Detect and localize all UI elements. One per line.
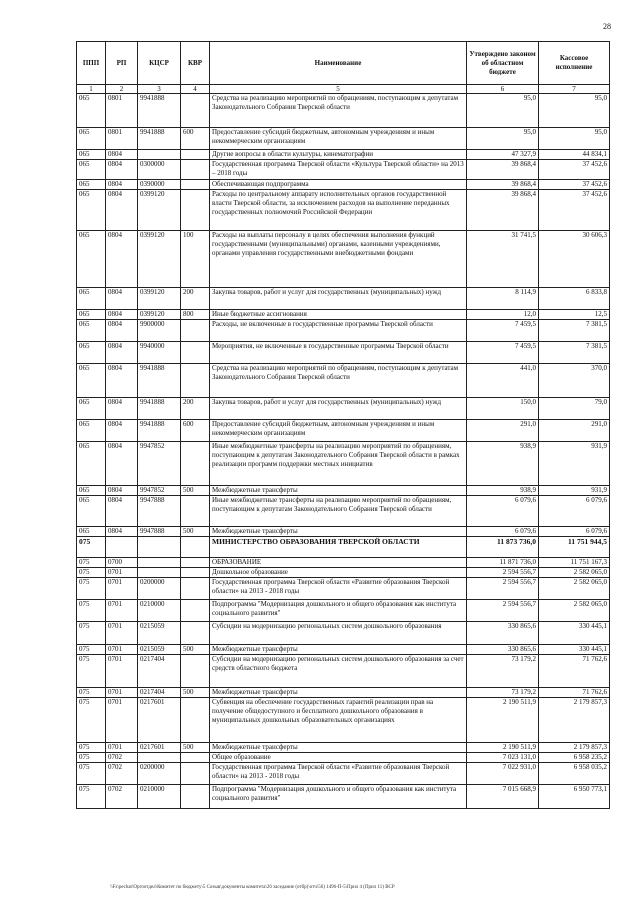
cell-cash: 95,0 [539,128,610,150]
page-number: 28 [603,22,611,31]
cell-ppp: 075 [77,753,106,763]
cell-cash: 37 452,6 [539,190,610,231]
cell-kcsr: 9940000 [138,342,181,364]
col-kcsr-header: КЦСР [138,42,181,85]
table-row [77,150,610,160]
cell-rp: 0804 [106,527,138,537]
cell-kcsr [138,753,181,763]
cell-kvr: 600 [181,128,210,150]
cell-name: Подпрограмма "Модернизация дошкольного и общего образования как института социального развития" [210,600,467,622]
cell-rp: 0804 [106,160,138,180]
cell-kcsr [138,150,181,160]
cell-rp: 0701 [106,622,138,645]
cell-rp: 0804 [106,496,138,527]
cell-kcsr: 0215059 [138,622,181,645]
cell-kcsr: 0210000 [138,785,181,809]
cell-kvr [181,496,210,527]
cell-ppp: 075 [77,698,106,743]
cell-approved: 47 327,9 [467,150,539,160]
cell-ppp: 075 [77,645,106,655]
cell-approved: 441,0 [467,364,539,398]
cell-ppp: 065 [77,486,106,496]
cell-kvr: 500 [181,645,210,655]
table-row [77,655,610,688]
cell-kcsr: 9941888 [138,94,181,128]
cell-rp: 0804 [106,190,138,231]
cell-approved: 2 190 511,9 [467,743,539,753]
table-row [77,190,610,231]
cell-kcsr: 9900000 [138,320,181,342]
cell-name: Расходы, не включенные в государственные программы Тверской области [210,320,467,342]
table-row [77,527,610,537]
table-row [77,420,610,442]
cell-ppp: 065 [77,150,106,160]
col-ppp-header: ППП [77,42,106,85]
cell-cash: 11 751 167,3 [539,558,610,568]
cell-approved: 330 865,6 [467,622,539,645]
cell-rp: 0801 [106,128,138,150]
cell-kcsr: 9947888 [138,527,181,537]
cell-rp: 0701 [106,698,138,743]
cell-kvr: 600 [181,420,210,442]
table-row [77,442,610,486]
table-row [77,128,610,150]
index-cell: 1 [77,85,106,94]
cell-cash: 7 381,5 [539,342,610,364]
table-row [77,288,610,310]
cell-name: Межбюджетные трансферты [210,645,467,655]
cell-name: Субсидии на модернизацию региональных систем дошкольного образования за счет средств областного бюджета [210,655,467,688]
table-row [77,398,610,420]
cell-rp: 0804 [106,310,138,320]
cell-rp: 0804 [106,342,138,364]
cell-cash: 2 179 857,3 [539,698,610,743]
cell-ppp: 075 [77,622,106,645]
cell-name: Расходы по центральному аппарату исполнительных органов государственной власти Тверской области, за исключением расходов на выполнение переданных государственных полномочий Российской Федерации [210,190,467,231]
table-row [77,698,610,743]
cell-ppp: 065 [77,94,106,128]
cell-kvr [181,698,210,743]
cell-approved: 938,9 [467,442,539,486]
cell-approved: 39 868,4 [467,180,539,190]
col-name-header: Наименование [210,42,467,85]
cell-approved: 7 023 131,0 [467,753,539,763]
cell-kcsr: 0399120 [138,288,181,310]
cell-cash: 6 958 035,2 [539,763,610,785]
cell-approved: 7 022 931,0 [467,763,539,785]
cell-ppp: 065 [77,420,106,442]
index-cell: 3 [138,85,181,94]
cell-kcsr: 0217601 [138,698,181,743]
cell-cash: 931,9 [539,442,610,486]
cell-cash: 370,0 [539,364,610,398]
cell-name: Государственная программа Тверской области «Развитие образования Тверской области» на 2013 - 2018 годы [210,763,467,785]
cell-ppp: 065 [77,180,106,190]
col-cash-header: Кассовое исполнение [539,42,610,85]
cell-approved: 330 865,6 [467,645,539,655]
cell-approved: 7 459,5 [467,320,539,342]
cell-cash: 79,0 [539,398,610,420]
cell-kvr: 100 [181,231,210,288]
table-row [77,753,610,763]
index-cell: 4 [181,85,210,94]
table-body [77,94,610,809]
cell-ppp: 075 [77,600,106,622]
cell-name: Общее образование [210,753,467,763]
cell-ppp: 065 [77,364,106,398]
table-row [77,558,610,568]
cell-cash: 330 445,1 [539,622,610,645]
cell-kvr [181,558,210,568]
cell-ppp: 065 [77,190,106,231]
cell-cash: 44 834,1 [539,150,610,160]
table-row [77,568,610,578]
cell-name: Другие вопросы в области культуры, кинематографии [210,150,467,160]
cell-kcsr [138,537,181,558]
cell-rp: 0804 [106,420,138,442]
cell-kvr [181,320,210,342]
cell-kcsr: 0210000 [138,600,181,622]
cell-kvr [181,150,210,160]
cell-name: ОБРАЗОВАНИЕ [210,558,467,568]
cell-kcsr: 9947888 [138,496,181,527]
table-row [77,496,610,527]
cell-approved: 8 114,9 [467,288,539,310]
cell-cash: 12,5 [539,310,610,320]
cell-cash: 6 950 773,1 [539,785,610,809]
cell-approved: 73 179,2 [467,655,539,688]
cell-rp: 0804 [106,486,138,496]
cell-ppp: 065 [77,231,106,288]
cell-kvr [181,342,210,364]
cell-ppp: 065 [77,527,106,537]
index-cell: 7 [539,85,610,94]
cell-name: Межбюджетные трансферты [210,688,467,698]
cell-rp: 0702 [106,785,138,809]
cell-cash: 2 582 065,0 [539,600,610,622]
cell-name: Предоставление субсидий бюджетным, автономным учреждениям и иным некоммерческим организациям [210,420,467,442]
cell-name: Дошкольное образование [210,568,467,578]
cell-name: Субсидии на модернизацию региональных систем дошкольного образования [210,622,467,645]
cell-rp: 0801 [106,94,138,128]
cell-kcsr: 9941888 [138,398,181,420]
cell-rp: 0702 [106,763,138,785]
cell-rp: 0804 [106,442,138,486]
cell-rp: 0804 [106,320,138,342]
index-row [77,85,610,94]
cell-ppp: 075 [77,537,106,558]
cell-cash: 2 582 065,0 [539,578,610,600]
cell-name: Расходы на выплаты персоналу в целях обеспечения выполнения функций государственными (муниципальными) органами, казенными учреждениями, органами управления государственными внебюджетными фондами [210,231,467,288]
table-row [77,160,610,180]
cell-kvr: 500 [181,743,210,753]
cell-ppp: 075 [77,568,106,578]
table-row [77,180,610,190]
cell-kvr [181,578,210,600]
cell-cash: 931,9 [539,486,610,496]
cell-kvr [181,785,210,809]
cell-rp: 0804 [106,364,138,398]
table-row [77,231,610,288]
table-row [77,763,610,785]
cell-ppp: 065 [77,342,106,364]
table-row [77,486,610,496]
cell-kvr [181,753,210,763]
cell-kcsr: 0399120 [138,190,181,231]
cell-approved: 73 179,2 [467,688,539,698]
cell-cash: 2 179 857,3 [539,743,610,753]
cell-kcsr: 0200000 [138,578,181,600]
cell-name: Межбюджетные трансферты [210,527,467,537]
table-row [77,537,610,558]
budget-table [76,41,610,809]
table-row [77,320,610,342]
cell-name: Государственная программа Тверской области «Развитие образования Тверской области» на 2013 - 2018 годы [210,578,467,600]
cell-kcsr: 9947852 [138,442,181,486]
cell-approved: 7 459,5 [467,342,539,364]
cell-name: Закупка товаров, работ и услуг для государственных (муниципальных) нужд [210,288,467,310]
table-row [77,364,610,398]
col-approved-header: Утверждено законом об областном бюджете [467,42,539,85]
cell-kvr: 200 [181,398,210,420]
cell-ppp: 065 [77,398,106,420]
cell-approved: 39 868,4 [467,160,539,180]
cell-name: Субвенция на обеспечение государственных гарантий реализации прав на получение общедоступного и бесплатного дошкольного образования в муниципальных дошкольных образовательных организациях [210,698,467,743]
cell-cash: 37 452,6 [539,160,610,180]
index-cell: 5 [210,85,467,94]
cell-cash: 6 079,6 [539,527,610,537]
cell-rp: 0701 [106,600,138,622]
cell-rp: 0701 [106,578,138,600]
cell-kcsr: 0217404 [138,655,181,688]
cell-kvr [181,160,210,180]
cell-approved: 31 741,5 [467,231,539,288]
cell-ppp: 075 [77,655,106,688]
cell-rp: 0804 [106,288,138,310]
cell-kcsr [138,568,181,578]
table-row [77,743,610,753]
cell-approved: 6 079,6 [467,496,539,527]
cell-name: МИНИСТЕРСТВО ОБРАЗОВАНИЯ ТВЕРСКОЙ ОБЛАСТИ [210,537,467,558]
cell-kcsr: 9941888 [138,128,181,150]
cell-approved: 95,0 [467,94,539,128]
cell-kvr [181,442,210,486]
cell-cash: 71 762,6 [539,688,610,698]
cell-approved: 2 594 556,7 [467,600,539,622]
cell-rp: 0700 [106,558,138,568]
cell-approved: 7 015 668,9 [467,785,539,809]
header-row [77,42,610,85]
cell-kvr [181,94,210,128]
cell-kvr: 500 [181,527,210,537]
cell-kvr [181,655,210,688]
cell-ppp: 075 [77,743,106,753]
table-row [77,600,610,622]
cell-name: Подпрограмма "Модернизация дошкольного и общего образования как института социального развития" [210,785,467,809]
cell-name: Межбюджетные трансферты [210,486,467,496]
cell-cash: 6 958 235,2 [539,753,610,763]
cell-rp: 0804 [106,180,138,190]
cell-kcsr: 0300000 [138,160,181,180]
cell-cash: 30 606,3 [539,231,610,288]
cell-kcsr: 9941888 [138,420,181,442]
cell-ppp: 065 [77,496,106,527]
cell-name: Мероприятия, не включенные в государственные программы Тверской области [210,342,467,364]
cell-kvr [181,190,210,231]
cell-kvr [181,180,210,190]
cell-ppp: 065 [77,320,106,342]
cell-kvr [181,568,210,578]
table-row [77,622,610,645]
table-row [77,342,610,364]
cell-cash: 330 445,1 [539,645,610,655]
table-row [77,578,610,600]
cell-kcsr: 0390000 [138,180,181,190]
index-cell: 6 [467,85,539,94]
cell-rp: 0701 [106,568,138,578]
cell-rp: 0804 [106,398,138,420]
cell-rp: 0701 [106,688,138,698]
cell-kvr [181,364,210,398]
cell-ppp: 075 [77,558,106,568]
cell-kcsr: 9947852 [138,486,181,496]
cell-rp [106,537,138,558]
cell-kvr [181,600,210,622]
cell-approved: 2 594 556,7 [467,578,539,600]
cell-name: Межбюджетные трансферты [210,743,467,753]
cell-ppp: 065 [77,442,106,486]
cell-ppp: 065 [77,128,106,150]
cell-approved: 39 868,4 [467,190,539,231]
index-cell: 2 [106,85,138,94]
cell-approved: 11 871 736,0 [467,558,539,568]
cell-ppp: 075 [77,688,106,698]
cell-ppp: 065 [77,160,106,180]
cell-kvr [181,622,210,645]
cell-approved: 11 873 736,0 [467,537,539,558]
cell-name: Закупка товаров, работ и услуг для государственных (муниципальных) нужд [210,398,467,420]
file-path-footer: \\Fs\pechat\Оргоотдел\Комитет по бюджету\5 Созыв\документы комитета\26 заседание (отбр)\отч\56) 1496-П-5\Прил 4 (Прил 11) ВСР [110,885,395,890]
cell-rp: 0702 [106,753,138,763]
cell-approved: 938,9 [467,486,539,496]
cell-name: Предоставление субсидий бюджетным, автономным учреждениям и иным некоммерческим организациям [210,128,467,150]
cell-cash: 11 751 944,5 [539,537,610,558]
cell-kcsr: 0399120 [138,231,181,288]
cell-approved: 6 079,6 [467,527,539,537]
cell-ppp: 065 [77,288,106,310]
cell-name: Иные межбюджетные трансферты на реализацию мероприятий по обращениям, поступающим к депутатам Законодательного Собрания Тверской области в рамках реализации программ поддержки местных инициатив [210,442,467,486]
cell-kcsr [138,558,181,568]
cell-approved: 95,0 [467,128,539,150]
cell-cash: 37 452,6 [539,180,610,190]
cell-kcsr: 0399120 [138,310,181,320]
col-rp-header: РП [106,42,138,85]
cell-kvr: 500 [181,688,210,698]
cell-kvr: 200 [181,288,210,310]
col-kvr-header: КВР [181,42,210,85]
cell-ppp: 075 [77,578,106,600]
table-row [77,688,610,698]
cell-kvr [181,763,210,785]
cell-kvr [181,537,210,558]
cell-rp: 0701 [106,645,138,655]
table-row [77,785,610,809]
cell-approved: 2 190 511,9 [467,698,539,743]
cell-name: Средства на реализацию мероприятий по обращениям, поступающим к депутатам Законодательного Собрания Тверской области [210,94,467,128]
cell-cash: 95,0 [539,94,610,128]
cell-kvr: 500 [181,486,210,496]
cell-kvr: 800 [181,310,210,320]
cell-kcsr: 0217601 [138,743,181,753]
cell-name: Средства на реализацию мероприятий по обращениям, поступающим к депутатам Законодательного Собрания Тверской области [210,364,467,398]
cell-cash: 6 079,6 [539,496,610,527]
cell-kcsr: 0215059 [138,645,181,655]
cell-ppp: 075 [77,763,106,785]
cell-ppp: 065 [77,310,106,320]
cell-approved: 291,0 [467,420,539,442]
cell-name: Иные межбюджетные трансферты на реализацию мероприятий по обращениям, поступающим к депутатам Законодательного Собрания Тверской области [210,496,467,527]
cell-cash: 2 582 065,0 [539,568,610,578]
cell-name: Государственная программа Тверской области «Культура Тверской области» на 2013 – 2018 годы [210,160,467,180]
cell-rp: 0701 [106,655,138,688]
cell-kcsr: 9941888 [138,364,181,398]
cell-approved: 2 594 556,7 [467,568,539,578]
cell-rp: 0804 [106,231,138,288]
cell-rp: 0804 [106,150,138,160]
cell-name: Иные бюджетные ассигнования [210,310,467,320]
cell-cash: 6 833,8 [539,288,610,310]
cell-name: Обеспечивающая подпрограмма [210,180,467,190]
table-row [77,94,610,128]
cell-approved: 12,0 [467,310,539,320]
table-row [77,645,610,655]
cell-approved: 150,0 [467,398,539,420]
cell-kcsr: 0200000 [138,763,181,785]
cell-cash: 7 381,5 [539,320,610,342]
table-row [77,310,610,320]
cell-kcsr: 0217404 [138,688,181,698]
cell-rp: 0701 [106,743,138,753]
cell-cash: 71 762,6 [539,655,610,688]
cell-cash: 291,0 [539,420,610,442]
cell-ppp: 075 [77,785,106,809]
